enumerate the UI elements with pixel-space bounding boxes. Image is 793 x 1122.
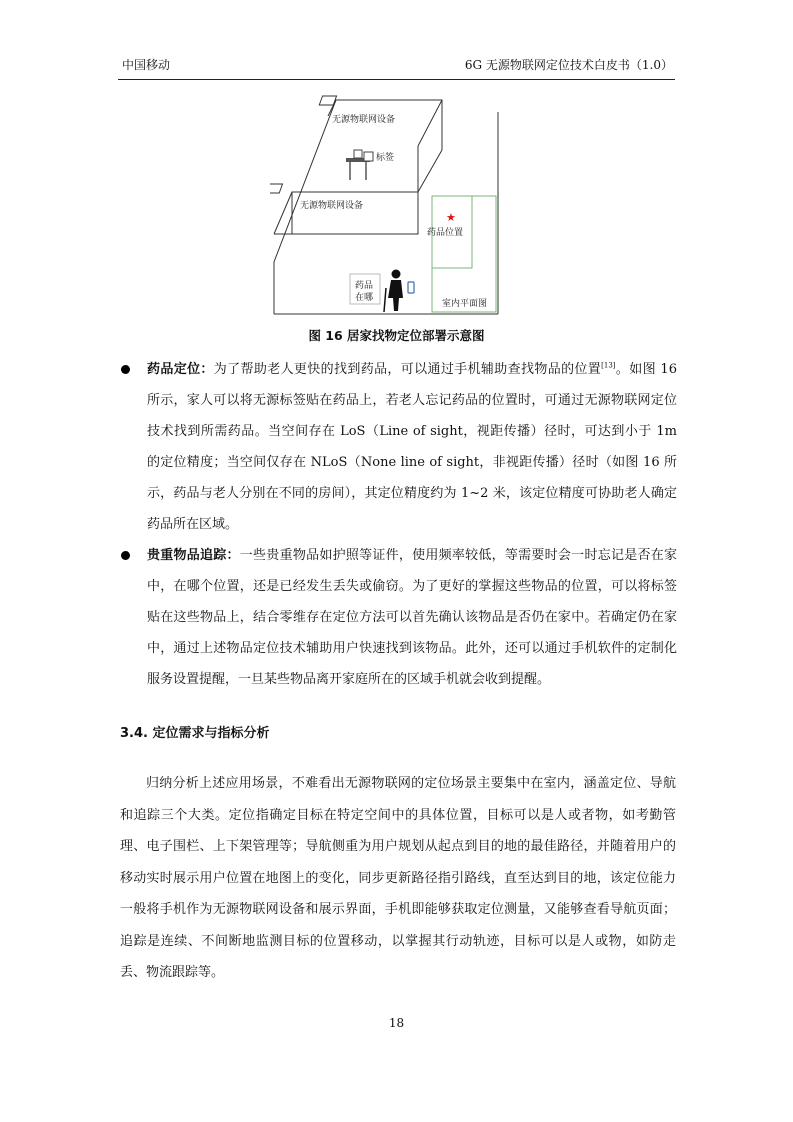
bullet-medicine-locating — [147, 354, 677, 540]
bullet-term: 贵重物品追踪： — [147, 548, 240, 563]
label-floor-plan: 室内平面图 — [442, 299, 488, 309]
page-number: 18 — [388, 1016, 405, 1030]
phone-icon — [408, 282, 414, 293]
elderly-person-icon — [384, 270, 403, 313]
figure-caption: 图 16 居家找物定位部署示意图 — [308, 328, 485, 343]
bullet-text-continued: 。如图 16 所示，家人可以将无源标签贴在药品上，若老人忘记药品的位置时，可通过无源物联网定位技术找到所需药品。当空间存在 LoS（Line of sight，视距传播）径时，可达到小于 1m 的定位精度；当空间仅存在 NLoS（None line of sight，非视距传播）径时（如图 16 所示，药品与老人分别在不同的房间），其定位精度约为 1~2 米，该定位精度可协助老人确定药品所在区域。 — [147, 362, 677, 532]
device-top-icon — [319, 96, 336, 105]
device-middle-icon — [270, 184, 283, 193]
bullet-dot — [121, 365, 130, 374]
bullet-valuables-tracking — [147, 540, 677, 695]
citation-ref[interactable]: [13] — [601, 361, 616, 370]
label-medicine-where-2: 在哪 — [355, 293, 374, 303]
label-medicine-location: 药品位置 — [427, 228, 464, 238]
floor-plan-outline — [432, 196, 496, 312]
bullet-dot — [121, 551, 130, 560]
middle-wall — [292, 192, 418, 234]
partition-bottom-line — [418, 150, 442, 192]
section-paragraph: 归纳分析上述应用场景，不难看出无源物联网的定位场景主要集中在室内，涵盖定位、导航和追踪三个大类。定位指确定目标在特定空间中的具体位置，目标可以是人或者物，如考勤管理、电子围栏、上下架管理等；导航侧重为用户规划从起点到目的地的最佳路径，并随着用户的移动实时展示用户位置在地图上的变化，同步更新路径指引路线，直至达到目的地，该定位能力一般将手机作为无源物联网设备和展示界面，手机即能够获取定位测量，又能够查看导航页面；追踪是连续、不间断地监测目标的位置移动，以掌握其行动轨迹，目标可以是人或物，如防走丢、物流跟踪等。 — [120, 776, 676, 980]
partition-top-line — [418, 100, 442, 146]
label-tag: 标签 — [376, 153, 395, 163]
middle-wall-side — [274, 192, 292, 234]
tag-icon — [364, 152, 373, 161]
section-heading: 3.4. 定位需求与指标分析 — [120, 726, 270, 741]
header-doc-title: 6G 无源物联网定位技术白皮书（1.0） — [464, 58, 673, 72]
header-rule — [118, 79, 675, 80]
tag-on-table-icon — [354, 150, 362, 158]
label-device-top: 无源物联网设备 — [332, 115, 396, 125]
label-medicine-where-1: 药品 — [355, 281, 374, 291]
medicine-star-icon: ★ — [446, 211, 456, 224]
bullet-text: 一些贵重物品如护照等证件，使用频率较低，等需要时会一时忘记是否在家中，在哪个位置，还是已经发生丢失或偷窃。为了更好的掌握这些物品的位置，可以将标签贴在这些物品上，结合零维存在定位方法可以首先确认该物品是否仍在家中。若确定仍在家中，通过上述物品定位技术辅助用户快速找到该物品。此外，还可以通过手机软件的定制化服务设置提醒，一旦某些物品离开家庭所在的区域手机就会收到提醒。 — [147, 548, 677, 687]
deployment-diagram — [270, 92, 510, 322]
bullet-term: 药品定位： — [147, 362, 214, 377]
figure-home-finding-deployment — [270, 92, 510, 322]
label-device-middle: 无源物联网设备 — [300, 201, 364, 211]
header-org: 中国移动 — [122, 58, 171, 72]
bullet-text: 为了帮助老人更快的找到药品，可以通过手机辅助查找物品的位置 — [213, 362, 602, 377]
